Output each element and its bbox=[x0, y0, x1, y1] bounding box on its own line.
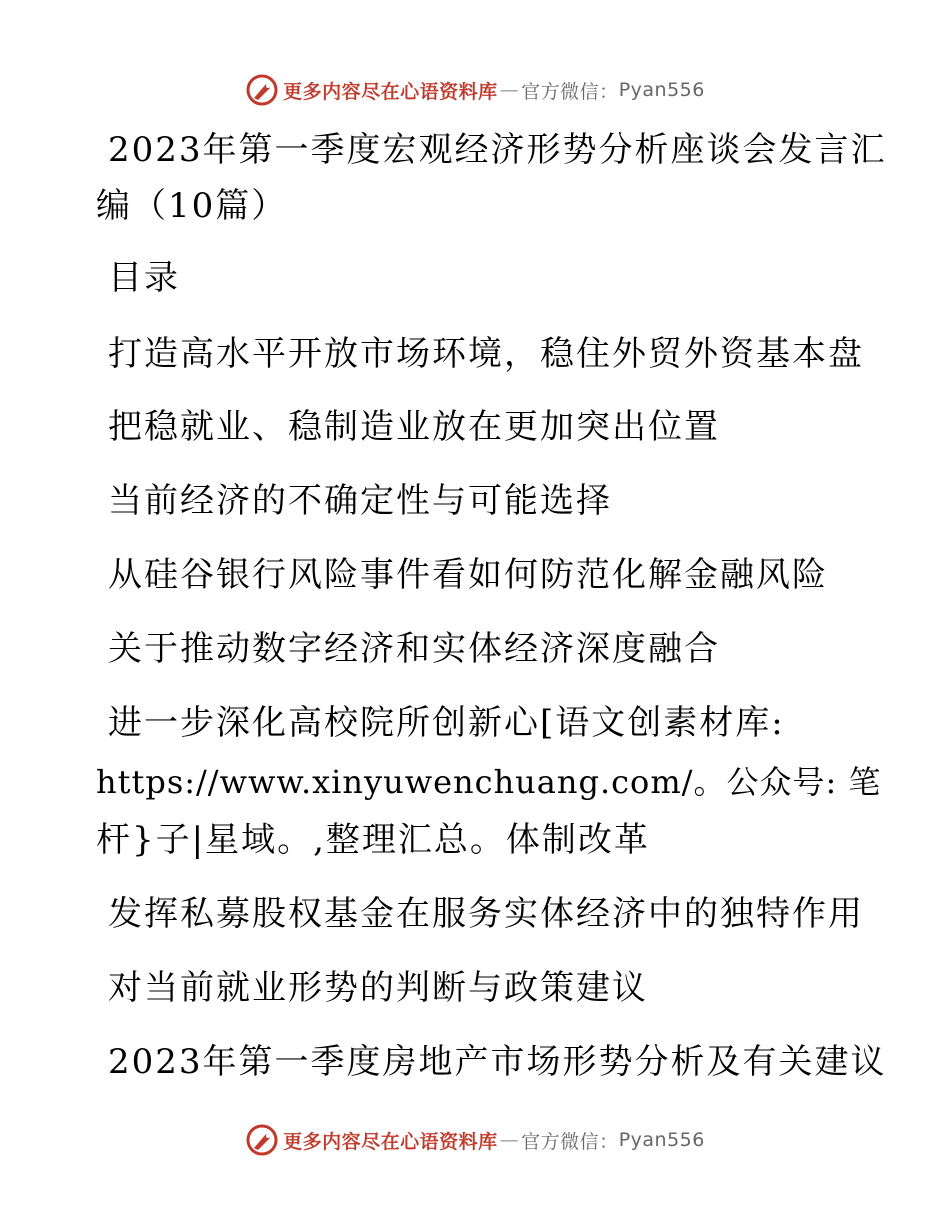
toc-item: 当前经济的不确定性与可能选择 bbox=[108, 481, 612, 521]
pen-nib-logo-icon bbox=[245, 1123, 279, 1157]
toc-item: 把稳就业、稳制造业放在更加突出位置 bbox=[108, 407, 720, 447]
banner-dash: — bbox=[499, 1129, 520, 1151]
toc-heading: 目录 bbox=[108, 258, 180, 298]
banner-prefix-text: 更多内容尽在心语资料库 bbox=[283, 80, 498, 103]
banner-wechat-id: Pyan556 bbox=[618, 79, 705, 101]
toc-item-continued: 杆}子|星域。,整理汇总。体制改革 bbox=[96, 820, 650, 860]
banner-wechat-label: 官方微信： bbox=[521, 80, 619, 103]
document-title-line-1: 2023年第一季度宏观经济形势分析座谈会发言汇 bbox=[108, 130, 887, 170]
document-title-line-2: 编（10篇） bbox=[96, 186, 288, 226]
toc-item: 从硅谷银行风险事件看如何防范化解金融风险 bbox=[108, 555, 828, 595]
banner-prefix-text: 更多内容尽在心语资料库 bbox=[283, 1130, 498, 1153]
banner-dash: — bbox=[499, 79, 520, 101]
toc-item: 2023年第一季度房地产市场形势分析及有关建议 bbox=[108, 1042, 887, 1082]
banner-wechat-id: Pyan556 bbox=[618, 1129, 705, 1151]
banner-wechat-label: 官方微信： bbox=[521, 1130, 619, 1153]
toc-item: 打造高水平开放市场环境，稳住外贸外资基本盘 bbox=[108, 334, 864, 374]
toc-item: 对当前就业形势的判断与政策建议 bbox=[108, 968, 648, 1008]
toc-item: 关于推动数字经济和实体经济深度融合 bbox=[108, 629, 720, 669]
toc-item: 进一步深化高校院所创新心[语文创素材库: bbox=[108, 703, 785, 743]
footer-watermark-banner bbox=[0, 1120, 950, 1160]
toc-item-continued: https://www.xinyuwenchuang.com/。公众号: 笔 bbox=[96, 763, 882, 801]
toc-item: 发挥私募股权基金在服务实体经济中的独特作用 bbox=[108, 894, 864, 934]
